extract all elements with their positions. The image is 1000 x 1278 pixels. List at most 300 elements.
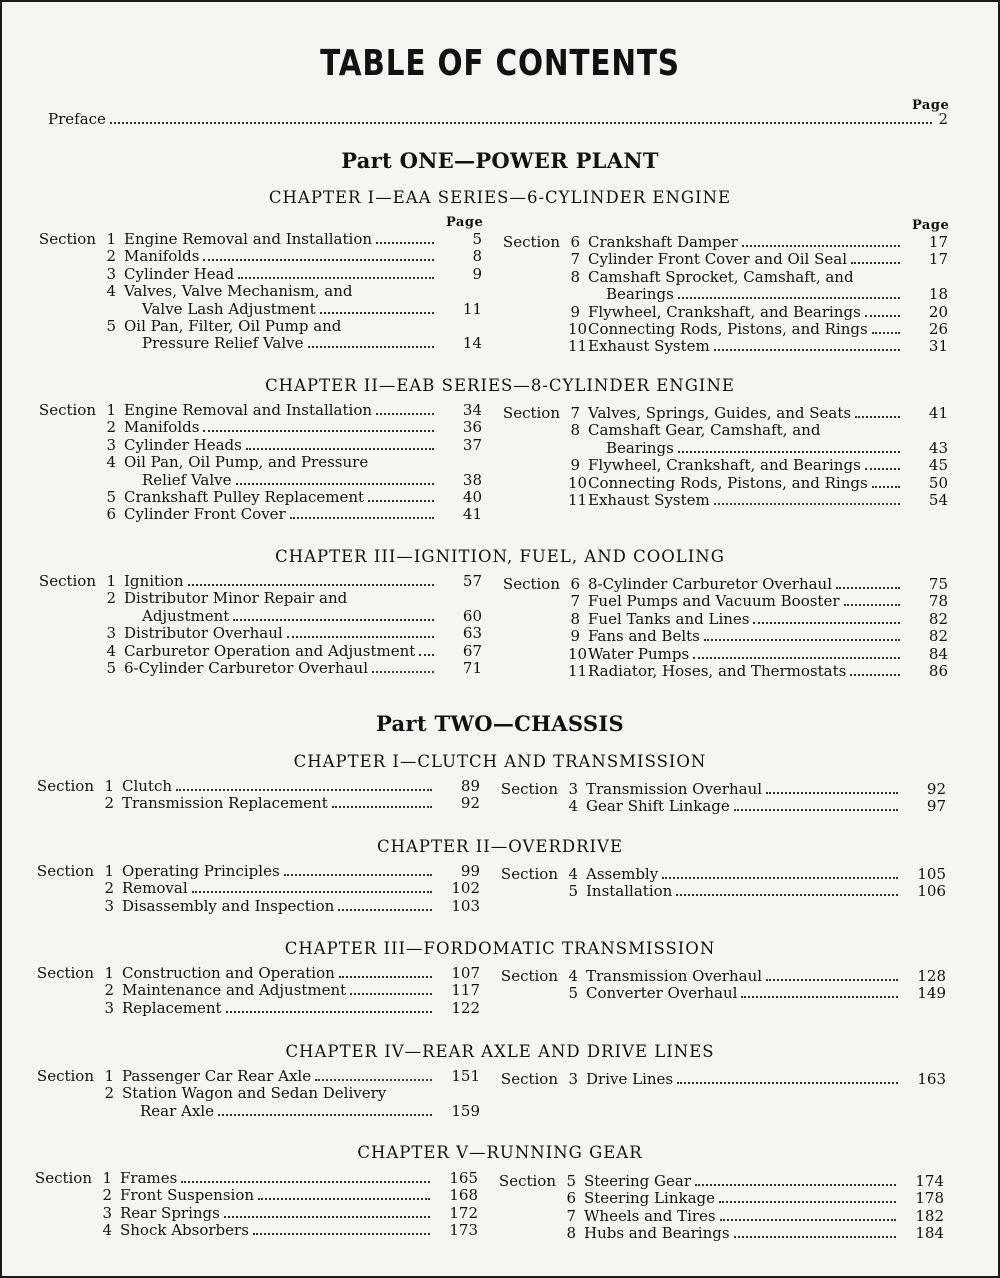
chapter-title: CHAPTER IV—REAR AXLE AND DRIVE LINES: [285, 1042, 715, 1061]
section-title: Maintenance and Adjustment: [122, 981, 347, 1000]
section-number: [492, 985, 578, 1002]
dot-leader: [850, 674, 900, 676]
section-number: [30, 266, 116, 283]
page-number: 60: [462, 606, 482, 625]
section-title: Operating Principles: [122, 862, 280, 880]
section-entry[interactable]: [494, 405, 948, 422]
section-entry[interactable]: [494, 475, 948, 492]
page-number: 159: [451, 1101, 480, 1120]
dot-leader: [734, 1236, 896, 1238]
section-title: Water Pumps: [588, 644, 690, 663]
section-title: Camshaft Sprocket, Camshaft, and: [588, 267, 854, 286]
page-number: 11: [462, 299, 482, 318]
section-entry[interactable]: [30, 590, 482, 625]
page-number: 97: [926, 797, 946, 816]
section-entry[interactable]: [28, 1085, 480, 1120]
section-entry[interactable]: [30, 266, 482, 283]
page-number: 41: [928, 404, 948, 422]
dot-leader: [844, 604, 901, 606]
section-title: Cylinder Front Cover: [124, 505, 286, 524]
section-entry[interactable]: [30, 283, 482, 318]
section-number: [492, 866, 578, 883]
page-column-heading: Page: [912, 98, 950, 113]
section-num: 3: [102, 1203, 112, 1222]
section-entry[interactable]: [494, 646, 948, 663]
dot-leader: [678, 451, 900, 453]
section-entry[interactable]: [492, 1071, 946, 1088]
section-entry[interactable]: [28, 1000, 480, 1017]
section-title: Replacement: [122, 998, 222, 1017]
page-number: 17: [928, 250, 948, 269]
section-number: [28, 898, 114, 915]
dot-leader: [308, 346, 434, 348]
section-entry[interactable]: [494, 628, 948, 645]
part-title: Part ONE—POWER PLANT: [341, 148, 659, 173]
page-number: 31: [928, 337, 948, 356]
section-num: 3: [104, 998, 114, 1017]
section-number: [492, 968, 578, 985]
section-title: Wheels and Tires: [584, 1206, 716, 1225]
section-num: 4: [106, 453, 116, 472]
preface-page: 2: [938, 110, 948, 128]
page-number: 82: [928, 627, 948, 646]
dot-leader: [662, 877, 898, 879]
section-entry[interactable]: [28, 982, 480, 999]
dot-leader: [368, 500, 434, 502]
page-number: 151: [451, 1067, 480, 1085]
section-num: 8: [566, 1224, 576, 1243]
section-title: Shock Absorbers: [120, 1221, 249, 1240]
section-entry[interactable]: [30, 318, 482, 353]
section-entry[interactable]: [492, 883, 946, 900]
section-number: [492, 781, 578, 798]
dot-leader: [238, 277, 434, 279]
section-title: Gear Shift Linkage: [586, 797, 730, 816]
section-num: 11: [568, 337, 588, 356]
section-word: Section: [498, 1172, 556, 1190]
section-title: Crankshaft Damper: [588, 233, 738, 251]
dot-leader: [695, 1184, 896, 1186]
dot-leader: [284, 874, 432, 876]
section-num: 10: [568, 473, 588, 492]
section-entry[interactable]: [28, 965, 480, 982]
section-number: [494, 662, 588, 681]
section-num: 5: [568, 984, 578, 1003]
dot-leader: [714, 503, 900, 505]
dot-leader: [376, 242, 434, 244]
dot-leader: [192, 891, 432, 893]
dot-leader: [188, 584, 434, 586]
section-num: 2: [106, 247, 116, 266]
section-num: 7: [566, 1206, 576, 1225]
dot-leader: [253, 1233, 430, 1235]
section-title: Oil Pan, Oil Pump, and Pressure: [124, 453, 369, 472]
page-number: 103: [451, 896, 480, 915]
chapter-title: CHAPTER II—OVERDRIVE: [376, 837, 624, 856]
section-title: Cylinder Heads: [124, 435, 242, 454]
section-word: Section: [36, 862, 94, 880]
section-entry[interactable]: [494, 492, 948, 509]
section-num: 5: [106, 317, 116, 336]
section-title: Manifolds: [124, 418, 200, 437]
page-number: 8: [472, 247, 482, 266]
page-number: 36: [462, 418, 482, 437]
section-num: 6: [570, 233, 580, 251]
section-title: Oil Pan, Filter, Oil Pump and: [124, 317, 342, 336]
dot-leader: [176, 789, 432, 791]
section-entry[interactable]: [30, 625, 482, 642]
section-entry[interactable]: [494, 457, 948, 474]
page-number: 34: [462, 401, 482, 419]
section-num: 1: [104, 964, 114, 982]
section-word: Section: [38, 572, 96, 590]
section-entry[interactable]: [28, 863, 480, 880]
chapter-title: CHAPTER I—EAA SERIES—6-CYLINDER ENGINE: [268, 188, 732, 207]
section-list-right: [494, 576, 948, 680]
section-list-left: [28, 778, 480, 813]
section-num: 1: [104, 862, 114, 880]
section-entry[interactable]: [494, 576, 948, 593]
dot-leader: [676, 894, 898, 896]
dot-leader: [855, 416, 900, 418]
section-title: Construction and Operation: [122, 964, 335, 982]
section-number: [28, 778, 114, 795]
section-num: 3: [568, 780, 578, 798]
dot-leader: [110, 122, 933, 124]
section-number: [494, 644, 588, 663]
section-entry[interactable]: [490, 1173, 944, 1190]
section-number: [30, 231, 116, 248]
dot-leader: [236, 483, 434, 485]
section-list-left: [30, 402, 482, 524]
section-list-right: [492, 1071, 946, 1088]
section-num: 9: [570, 456, 580, 475]
part-title: Part TWO—CHASSIS: [376, 711, 624, 736]
section-number: [490, 1208, 576, 1225]
section-number: [494, 405, 580, 422]
section-entry[interactable]: [26, 1170, 478, 1187]
section-word: Section: [38, 401, 96, 419]
section-num: 3: [106, 624, 116, 643]
page-number: 182: [915, 1206, 944, 1225]
section-list-left: [30, 573, 482, 677]
page-number: 92: [926, 780, 946, 798]
section-number: [30, 506, 116, 523]
section-title: Relief Valve: [142, 470, 232, 489]
section-number: [494, 234, 580, 251]
page-number: 92: [460, 794, 480, 813]
section-title: Fans and Belts: [588, 627, 700, 646]
dot-leader: [836, 587, 900, 589]
dot-leader: [224, 1216, 430, 1218]
dot-leader: [376, 413, 434, 415]
section-entry[interactable]: [28, 795, 480, 812]
section-num: 6: [566, 1189, 576, 1208]
page-number: 105: [917, 865, 946, 883]
section-number: [494, 304, 580, 321]
page-number: 63: [462, 624, 482, 643]
section-number: [26, 1187, 112, 1204]
section-title: Manifolds: [124, 247, 200, 266]
page-number: 86: [928, 662, 948, 681]
section-entry[interactable]: [490, 1225, 944, 1242]
page-number: 89: [460, 777, 480, 795]
section-num: 3: [104, 896, 114, 915]
section-title: Assembly: [586, 865, 659, 883]
section-list-right: [494, 405, 948, 509]
dot-leader: [865, 315, 900, 317]
page-column-heading: Page: [912, 218, 950, 233]
section-title: Passenger Car Rear Axle: [122, 1067, 312, 1085]
page-number: 172: [449, 1203, 478, 1222]
preface-entry[interactable]: [48, 110, 948, 128]
section-number: [492, 883, 578, 900]
section-num: 1: [106, 230, 116, 248]
section-word: Section: [36, 777, 94, 795]
dot-leader: [693, 657, 900, 659]
section-entry[interactable]: [30, 573, 482, 590]
section-title: Transmission Replacement: [122, 794, 328, 813]
section-entry[interactable]: [492, 968, 946, 985]
section-entry[interactable]: [492, 985, 946, 1002]
section-list-right: [492, 866, 946, 901]
section-number: [28, 1068, 114, 1085]
dot-leader: [714, 349, 900, 351]
section-number: [494, 576, 580, 593]
section-title: Steering Gear: [584, 1172, 692, 1190]
section-title: Distributor Overhaul: [124, 624, 283, 643]
dot-leader: [203, 259, 434, 261]
section-num: 4: [106, 282, 116, 301]
section-num: 1: [106, 572, 116, 590]
section-num: 4: [568, 865, 578, 883]
section-title: Engine Removal and Installation: [124, 230, 373, 248]
section-entry[interactable]: [494, 251, 948, 268]
section-title: Flywheel, Crankshaft, and Bearings: [588, 302, 861, 321]
dot-leader: [742, 245, 900, 247]
chapter-title: CHAPTER II—EAB SERIES—8-CYLINDER ENGINE: [265, 376, 735, 395]
section-number: [30, 643, 116, 660]
section-title: Engine Removal and Installation: [124, 401, 373, 419]
section-number: [494, 491, 588, 510]
section-num: 2: [102, 1186, 112, 1205]
dot-leader: [719, 1201, 896, 1203]
section-num: 1: [106, 401, 116, 419]
page-number: 117: [451, 981, 480, 1000]
section-entry[interactable]: [30, 643, 482, 660]
section-title: 8-Cylinder Carburetor Overhaul: [588, 575, 833, 593]
section-number: [494, 320, 588, 339]
section-title: Fuel Pumps and Vacuum Booster: [588, 592, 840, 611]
section-entry[interactable]: [492, 781, 946, 798]
section-entry[interactable]: [30, 437, 482, 454]
section-word: Section: [34, 1169, 92, 1187]
section-entry[interactable]: [26, 1222, 478, 1239]
section-number: [30, 625, 116, 642]
section-word: Section: [500, 967, 558, 985]
dot-leader: [258, 1198, 430, 1200]
section-entry[interactable]: [26, 1187, 478, 1204]
section-number: [494, 473, 588, 492]
section-num: 4: [568, 967, 578, 985]
section-title: Rear Springs: [120, 1203, 220, 1222]
section-title: Steering Linkage: [584, 1189, 715, 1208]
section-list-left: [28, 965, 480, 1017]
section-number: [28, 795, 114, 812]
section-num: 2: [104, 981, 114, 1000]
section-num: 5: [568, 882, 578, 901]
section-entry[interactable]: [494, 321, 948, 338]
dot-leader: [339, 976, 432, 978]
section-entry[interactable]: [28, 1068, 480, 1085]
dot-leader: [872, 486, 900, 488]
section-number: [494, 251, 580, 268]
section-num: 2: [104, 1084, 114, 1103]
section-num: 10: [568, 320, 588, 339]
page-column-heading: Page: [446, 215, 484, 230]
section-number: [28, 863, 114, 880]
section-word: Section: [502, 575, 560, 593]
section-num: 2: [104, 879, 114, 898]
chapter-title: CHAPTER V—RUNNING GEAR: [357, 1143, 643, 1162]
section-title: Clutch: [122, 777, 173, 795]
dot-leader: [678, 297, 900, 299]
section-num: 7: [570, 404, 580, 422]
section-num: 1: [104, 777, 114, 795]
section-title: Exhaust System: [588, 491, 710, 510]
section-number: [28, 982, 114, 999]
dot-leader: [203, 430, 434, 432]
section-number: [494, 337, 588, 356]
page-number: 107: [451, 964, 480, 982]
section-entry[interactable]: [494, 422, 948, 457]
dot-leader: [677, 1082, 898, 1084]
section-entry[interactable]: [28, 880, 480, 897]
section-title: Ignition: [124, 572, 184, 590]
section-num: 11: [568, 662, 588, 681]
page-number: 57: [462, 572, 482, 590]
section-num: 5: [106, 659, 116, 678]
section-entry[interactable]: [494, 593, 948, 610]
section-entry[interactable]: [26, 1205, 478, 1222]
section-entry[interactable]: [490, 1190, 944, 1207]
section-num: 11: [568, 491, 588, 510]
chapter-title: CHAPTER I—CLUTCH AND TRANSMISSION: [293, 752, 707, 771]
dot-leader: [419, 654, 434, 656]
page-number: 149: [917, 984, 946, 1003]
section-title: Transmission Overhaul: [586, 780, 763, 798]
page-number: 5: [472, 230, 482, 248]
dot-leader: [865, 468, 900, 470]
section-num: 6: [570, 575, 580, 593]
page-number: 163: [917, 1070, 946, 1088]
section-title: Installation: [586, 882, 673, 901]
section-entry[interactable]: [494, 611, 948, 628]
section-entry[interactable]: [494, 234, 948, 251]
section-entry[interactable]: [30, 506, 482, 523]
section-word: Section: [36, 964, 94, 982]
chapter-title: CHAPTER III—FORDOMATIC TRANSMISSION: [284, 939, 716, 958]
dot-leader: [720, 1219, 896, 1221]
section-num: 3: [568, 1070, 578, 1088]
section-number: [28, 1085, 114, 1102]
section-entry[interactable]: [30, 660, 482, 677]
section-number: [30, 402, 116, 419]
section-entry[interactable]: [494, 269, 948, 304]
section-number: [28, 880, 114, 897]
section-entry[interactable]: [30, 454, 482, 489]
dot-leader: [372, 671, 434, 673]
section-title: Exhaust System: [588, 337, 710, 356]
page-number: 50: [928, 473, 948, 492]
section-entry[interactable]: [30, 489, 482, 506]
section-entry[interactable]: [494, 663, 948, 680]
page-number: 82: [928, 609, 948, 628]
dot-leader: [181, 1181, 430, 1183]
section-entry[interactable]: [30, 402, 482, 419]
section-title: Flywheel, Crankshaft, and Bearings: [588, 456, 861, 475]
section-title: Front Suspension: [120, 1186, 255, 1205]
section-num: 7: [570, 250, 580, 269]
dot-leader: [766, 979, 898, 981]
section-number: [30, 590, 116, 607]
section-entry[interactable]: [30, 231, 482, 248]
section-title: Drive Lines: [586, 1070, 674, 1088]
page-title: TABLE OF CONTENTS: [320, 43, 680, 84]
section-list-right: [494, 234, 948, 356]
dot-leader: [851, 262, 900, 264]
section-word: Section: [502, 404, 560, 422]
section-num: 2: [106, 589, 116, 608]
section-entry[interactable]: [30, 419, 482, 436]
section-entry[interactable]: [490, 1208, 944, 1225]
section-entry[interactable]: [30, 248, 482, 265]
dot-leader: [753, 622, 900, 624]
section-title: Cylinder Front Cover and Oil Seal: [588, 250, 848, 269]
section-num: 1: [104, 1067, 114, 1085]
section-number: [494, 593, 580, 610]
page-number: 168: [449, 1186, 478, 1205]
page-number: 37: [462, 435, 482, 454]
section-number: [494, 628, 580, 645]
section-num: 2: [106, 418, 116, 437]
section-entry[interactable]: [494, 304, 948, 321]
section-number: [26, 1170, 112, 1187]
section-entry[interactable]: [28, 778, 480, 795]
section-title: Carburetor Operation and Adjustment: [124, 641, 416, 660]
section-title: Hubs and Bearings: [584, 1224, 730, 1243]
dot-leader: [704, 639, 900, 641]
section-title: Transmission Overhaul: [586, 967, 763, 985]
section-entry[interactable]: [492, 866, 946, 883]
section-number: [494, 611, 580, 628]
page-number: 43: [928, 438, 948, 457]
section-entry[interactable]: [494, 338, 948, 355]
section-entry[interactable]: [28, 898, 480, 915]
section-entry[interactable]: [492, 798, 946, 815]
dot-leader: [226, 1011, 432, 1013]
dot-leader: [332, 806, 432, 808]
section-number: [30, 454, 116, 471]
page-number: 165: [449, 1169, 478, 1187]
page-number: 184: [915, 1224, 944, 1243]
section-number: [494, 422, 580, 439]
section-number: [490, 1225, 576, 1242]
section-num: 4: [568, 797, 578, 816]
section-num: 7: [570, 592, 580, 611]
section-number: [30, 489, 116, 506]
section-num: 3: [106, 435, 116, 454]
